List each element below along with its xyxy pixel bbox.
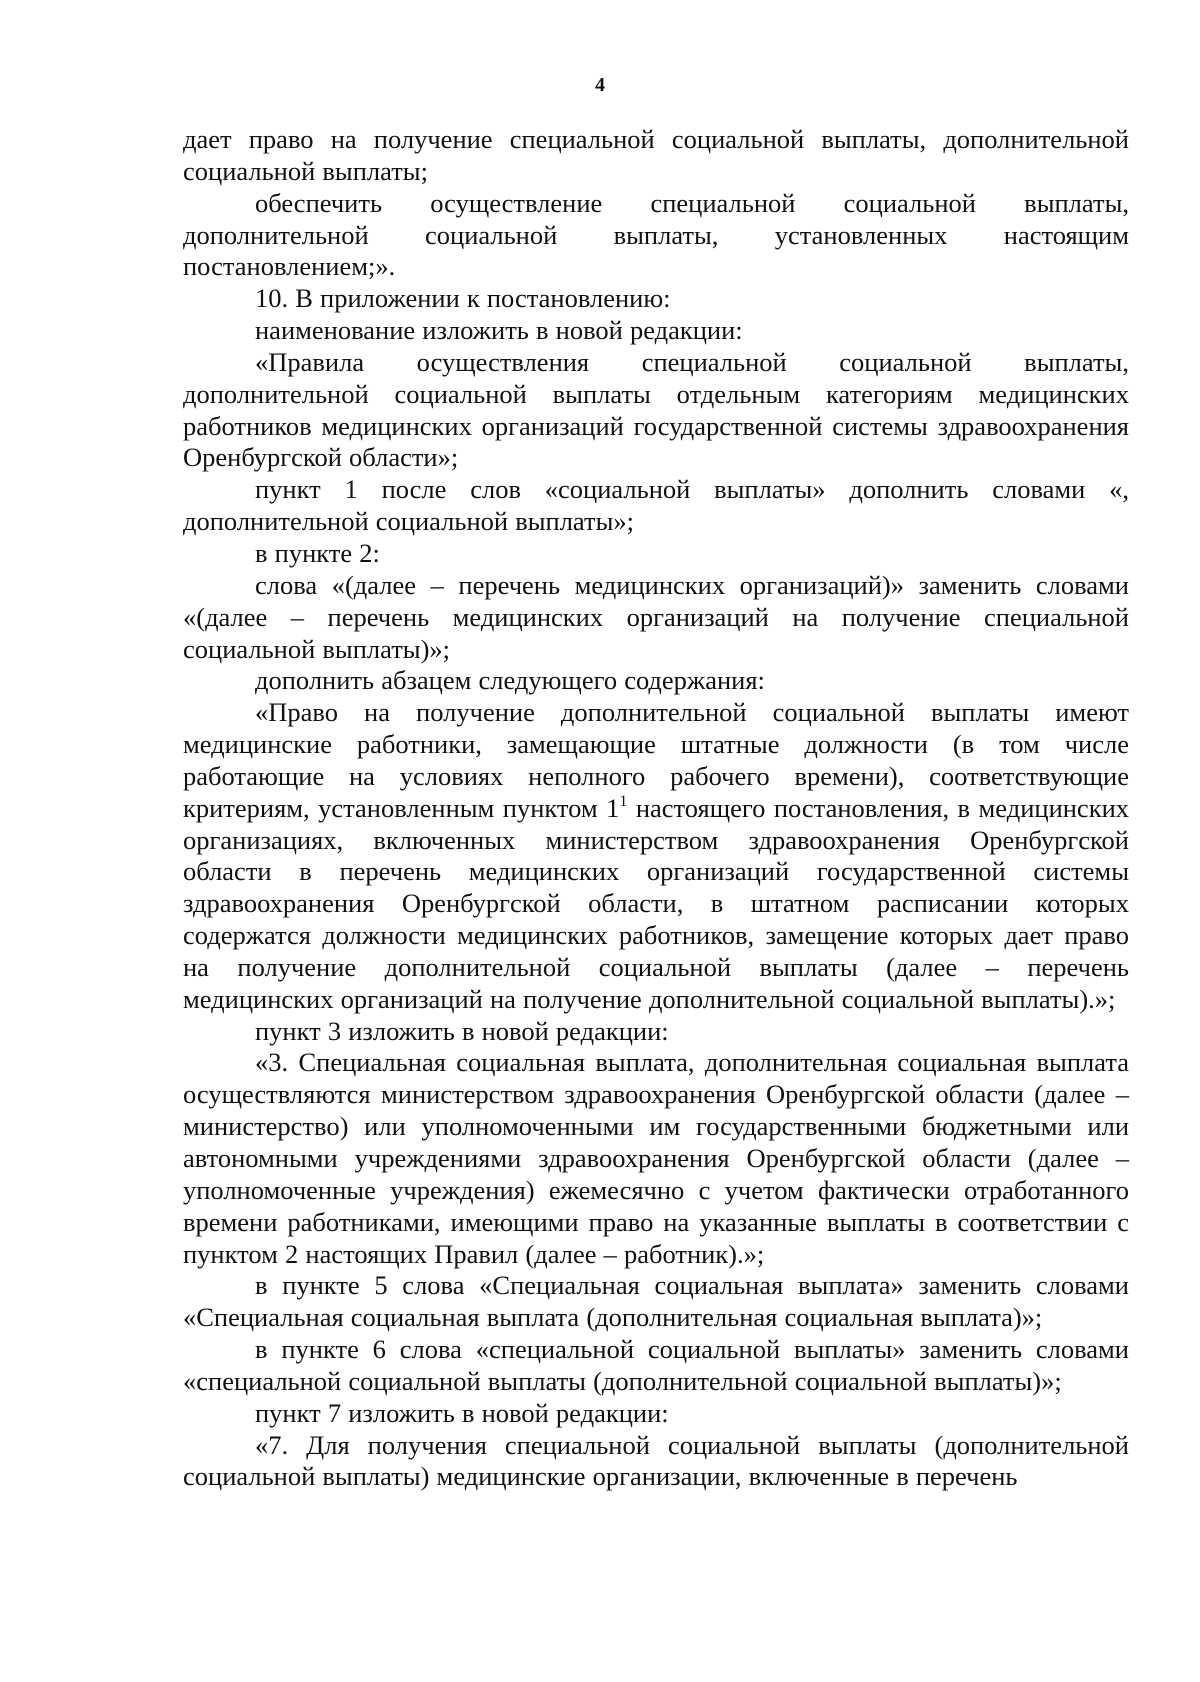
document-body — [183, 124, 1129, 1493]
paragraph-8: слова «(далее – перечень медицинских организаций)» заменить словами «(далее – перечень медицинских организаций на получение специальной социальной выплаты)»; — [183, 569, 1129, 664]
paragraph-10 — [183, 697, 1129, 1015]
paragraph-10-text-b: настоящего постановления, в медицинских организациях, включенных министерством здравоохранения Оренбургской области в перечень медицинских организаций государственной системы здравоохранения Оренбургской области, в штатном расписании которых содержатся должности медицинских работников, замещение которых дает право на получение дополнительной социальной выплаты (далее – перечень медицинских организаций на получение дополнительной социальной выплаты).»; — [183, 792, 1129, 1014]
paragraph-4: наименование изложить в новой редакции: — [255, 315, 743, 346]
paragraph-15: пункт 7 изложить в новой редакции: — [255, 1397, 669, 1428]
paragraph-12: «3. Специальная социальная выплата, дополнительная социальная выплата осуществляются министерством здравоохранения Оренбургской области (далее – министерство) или уполномоченными им государственными бюджетными или автономными учреждениями здравоохранения Оренбургской области (далее – уполномоченные учреждения) ежемесячно с учетом фактически отработанного времени работниками, имеющими право на указанные выплаты в соответствии с пунктом 2 настоящих Правил (далее – работник).»; — [183, 1047, 1129, 1269]
paragraph-13: в пункте 5 слова «Специальная социальная выплата» заменить словами «Специальная социальная выплата (дополнительная социальная выплата)»; — [183, 1270, 1129, 1333]
paragraph-5: «Правила осуществления специальной социальной выплаты, дополнительной социальной выплаты отдельным категориям медицинских работников медицинских организаций государственной системы здравоохранения Оренбургской области»; — [183, 346, 1129, 473]
paragraph-3: 10. В приложении к постановлению: — [255, 283, 671, 314]
paragraph-6: пункт 1 после слов «социальной выплаты» дополнить словами «, дополнительной социальной выплаты»; — [183, 474, 1129, 537]
paragraph-10-text-a: «Право на получение дополнительной социальной выплаты имеют медицинские работники, замещающие штатные должности (в том числе работающие на условиях неполного рабочего времени), соответствующие критериям, установленным пунктом 1 — [183, 697, 1129, 823]
footnote-superscript: 1 — [619, 792, 628, 810]
paragraph-7: в пункте 2: — [255, 537, 380, 568]
paragraph-11: пункт 3 изложить в новой редакции: — [255, 1015, 669, 1046]
paragraph-16: «7. Для получения специальной социальной выплаты (дополнительной социальной выплаты) медицинские организации, включенные в перечень — [183, 1429, 1129, 1492]
paragraph-9: дополнить абзацем следующего содержания: — [255, 665, 765, 696]
paragraph-2: обеспечить осуществление специальной социальной выплаты, дополнительной социальной выплаты, установленных настоящим постановлением;». — [183, 187, 1129, 282]
paragraph-14: в пункте 6 слова «специальной социальной выплаты» заменить словами «специальной социальной выплаты (дополнительной социальной выплаты)»; — [183, 1334, 1129, 1396]
page-number: 4 — [595, 74, 605, 96]
paragraph-1: дает право на получение специальной социальной выплаты, дополнительной социальной выплаты; — [183, 124, 1129, 186]
